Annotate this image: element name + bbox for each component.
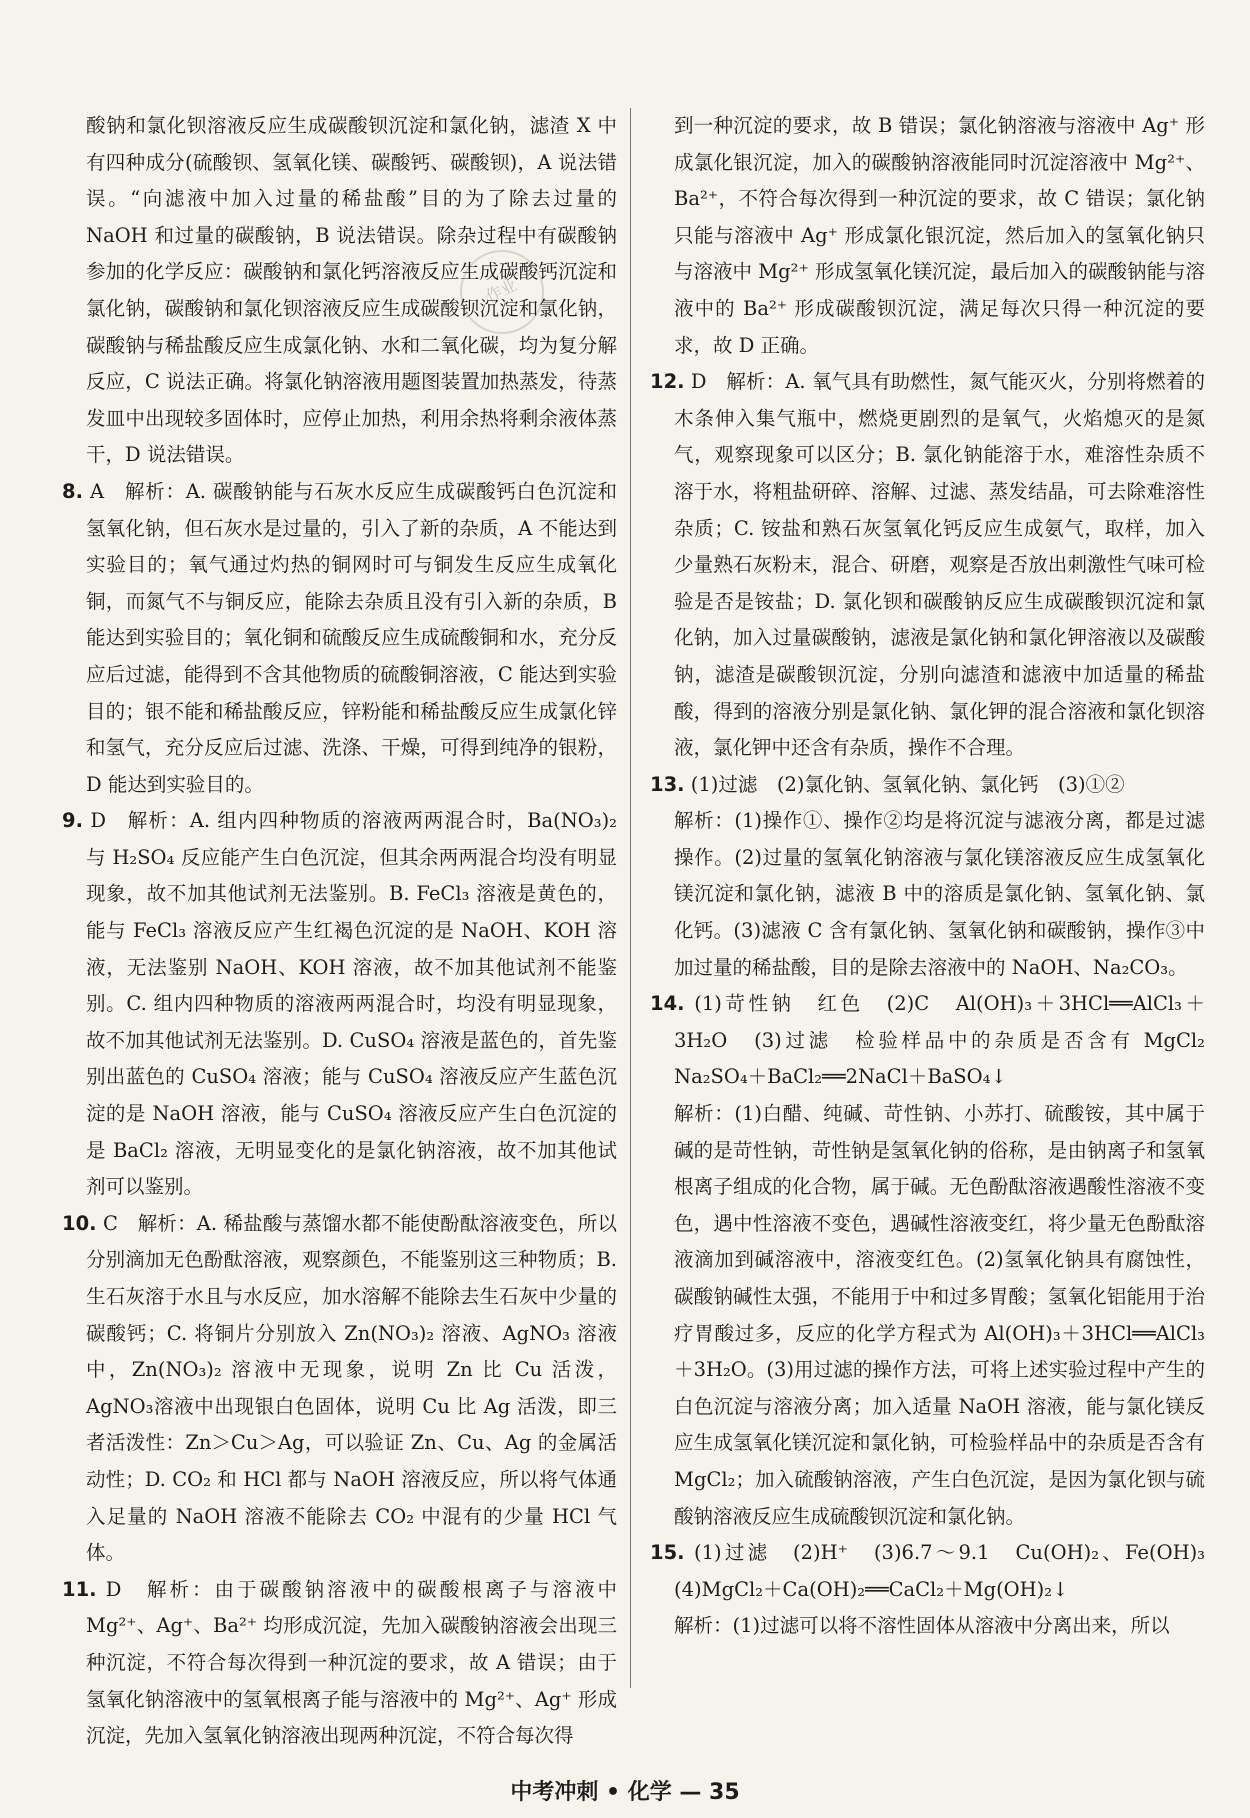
answer-8 (62, 474, 617, 803)
answer-text: (1)过滤 (2)H⁺ (3)6.7～9.1 Cu(OH)₂、Fe(OH)₃ (4)MgCl₂＋Ca(OH)₂══CaCl₂＋Mg(OH)₂↓ (674, 1541, 1225, 1601)
answer-text: (1)过滤 (2)氯化钠、氢氧化钠、氯化钙 (3)①② (690, 772, 1125, 796)
answer-text: C 解析：A. 稀盐酸与蒸馏水都不能使酚酞溶液变色，所以分别滴加无色酚酞溶液，观察颜色，不能鉴别这三种物质；B. 生石灰溶于水且与水反应，加水溶解不能除去生石灰中少量的碳酸钙；C. 将铜片分别放入 Zn(NO₃)₂ 溶液、AgNO₃ 溶液中，Zn(NO₃)₂ 溶液中无现象，说明 Zn 比 Cu 活泼，AgNO₃溶液中出现银白色固体，说明 Cu 比 Ag 活泼，即三者活泼性：Zn＞Cu＞Ag，可以验证 Zn、Cu、Ag 的金属活动性；D. CO₂ 和 HCl 都与 NaOH 溶液反应，所以将气体通入足量的 NaOH 溶液不能除去 CO₂ 中混有的少量 HCl 气体。 (86, 1211, 617, 1565)
answer-text: A 解析：A. 碳酸钠能与石灰水反应生成碳酸钙白色沉淀和氢氧化钠，但石灰水是过量的，引入了新的杂质，A 不能达到实验目的；氧气通过灼热的铜网时可与铜发生反应生成氧化铜，而氮气不与铜反应，能除去杂质且没有引入新的杂质，B 能达到实验目的；氧化铜和硫酸反应生成硫酸铜和水，充分反应后过滤，能得到不含其他物质的硫酸铜溶液，C 能达到实验目的；银不能和稀盐酸反应，锌粉能和稀盐酸反应生成氯化锌和氢气，充分反应后过滤、洗涤、干燥，可得到纯净的银粉，D 能达到实验目的。 (86, 479, 618, 796)
answer-11 (62, 1572, 617, 1755)
question-number: 14. (650, 992, 685, 1016)
answer-12 (650, 364, 1205, 767)
answer-text: (1)苛性钠 红色 (2)C Al(OH)₃＋3HCl══AlCl₃＋3H₂O (3)过滤 检验样品中的杂质是否含有 MgCl₂ Na₂SO₄＋BaCl₂══2NaCl＋BaSO₄↓ (674, 992, 1225, 1089)
answer-text: D 解析：由于碳酸钠溶液中的碳酸根离子与溶液中 Mg²⁺、Ag⁺、Ba²⁺ 均形成沉淀，先加入碳酸钠溶液会出现三种沉淀，不符合每次得到一种沉淀的要求，故 A 错误；由于氢氧化钠溶液中的氢氧根离子能与溶液中的 Mg²⁺、Ag⁺ 形成沉淀，先加入氢氧化钠溶液出现两种沉淀，不符合每次得 (86, 1577, 617, 1748)
question-number: 8. (62, 479, 83, 503)
question-number: 15. (650, 1541, 685, 1565)
answer-13 (650, 767, 1205, 804)
right-column (650, 108, 1225, 1645)
answer-11-continued: 到一种沉淀的要求，故 B 错误；氯化钠溶液与溶液中 Ag⁺ 形成氯化银沉淀，加入的碳酸钠溶液能同时沉淀溶液中 Mg²⁺、Ba²⁺，不符合每次得到一种沉淀的要求，故 C 错误；氯化钠只能与溶液中 Ag⁺ 形成氯化银沉淀，然后加入的氢氧化钠只与溶液中 Mg²⁺ 形成氢氧化镁沉淀，最后加入的碳酸钠能与溶液中的 Ba²⁺ 形成碳酸钡沉淀，满足每次只得一种沉淀的要求，故 D 正确。 (674, 114, 1205, 357)
question-number: 9. (62, 809, 83, 833)
answer-14-analysis: 解析：(1)白醋、纯碱、苛性钠、小苏打、硫酸铵，其中属于碱的是苛性钠，苛性钠是氢氧化钠的俗称，是由钠离子和氢氧根离子组成的化合物，属于碱。无色酚酞溶液遇酸性溶液不变色，遇中性溶液不变色，遇碱性溶液变红，将少量无色酚酞溶液滴加到碱溶液中，溶液变红色。(2)氢氧化钠具有腐蚀性，碳酸钠碱性太强，不能用于中和过多胃酸；氢氧化铝能用于治疗胃酸过多，反应的化学方程式为 Al(OH)₃＋3HCl══AlCl₃＋3H₂O。(3)用过滤的操作方法，可将上述实验过程中产生的白色沉淀与溶液分离；加入适量 NaOH 溶液，能与氯化镁反应生成氢氧化镁沉淀和氯化钠，可检验样品中的杂质是否含有 MgCl₂；加入硫酸钠溶液，产生白色沉淀，是因为氯化钡与硫酸钠溶液反应生成硫酸钡沉淀和氯化钠。 (674, 1102, 1205, 1528)
answer-14 (650, 986, 1225, 1096)
page-footer: 中考冲刺 • 化学 — 35 (510, 1780, 740, 1805)
answer-15-analysis: 解析：(1)过滤可以将不溶性固体从溶液中分离出来，所以 (674, 1614, 1170, 1638)
answer-7-continued: 酸钠和氯化钡溶液反应生成碳酸钡沉淀和氯化钠，滤渣 X 中有四种成分(硫酸钡、氢氧化镁、碳酸钙、碳酸钡)，A 说法错误。“向滤液中加入过量的稀盐酸”目的为了除去过量的 NaOH 和过量的碳酸钠，B 说法错误。除杂过程中有碳酸钠参加的化学反应：碳酸钠和氯化钙溶液反应生成碳酸钙沉淀和氯化钠，碳酸钠和氯化钡溶液反应生成碳酸钡沉淀和氯化钠，碳酸钠与稀盐酸反应生成氯化钠、水和二氧化碳，均为复分解反应，C 说法正确。将氯化钠溶液用题图装置加热蒸发，待蒸发皿中出现较多固体时，应停止加热，利用余热将剩余液体蒸干，D 说法错误。 (86, 114, 617, 467)
question-number: 11. (62, 1577, 97, 1601)
answer-9 (62, 803, 617, 1206)
answer-text: D 解析：A. 氧气具有助燃性，氮气能灭火，分别将燃着的木条伸入集气瓶中，燃烧更剧烈的是氧气，火焰熄灭的是氮气，观察现象可以区分；B. 氯化钠能溶于水，难溶性杂质不溶于水，将粗盐研碎、溶解、过滤、蒸发结晶，可去除难溶性杂质；C. 铵盐和熟石灰氢氧化钙反应生成氨气，取样，加入少量熟石灰粉末，混合、研磨，观察是否放出刺激性气味可检验是否是铵盐；D. 氯化钡和碳酸钠反应生成碳酸钡沉淀和氯化钠，加入过量碳酸钠，滤液是氯化钠和氯化钾溶液以及碳酸钠，滤渣是碳酸钡沉淀，分别向滤渣和滤液中加适量的稀盐酸，得到的溶液分别是氯化钠、氯化钾的混合溶液和氯化钡溶液，氯化钾中还含有杂质，操作不合理。 (674, 370, 1205, 760)
answer-15 (650, 1535, 1225, 1608)
stamp-mark: 作业 (446, 236, 558, 348)
answer-10 (62, 1206, 617, 1572)
left-column (62, 108, 617, 1755)
answer-13-analysis: 解析：(1)操作①、操作②均是将沉淀与滤液分离，都是过滤操作。(2)过量的氢氧化钠溶液与氯化镁溶液反应生成氢氧化镁沉淀和氯化钠，滤液 B 中的溶质是氯化钠、氢氧化钠、氯化钙。(3)滤液 C 含有氯化钠、氢氧化钠和碳酸钠，操作③中加过量的稀盐酸，目的是除去溶液中的 NaOH、Na₂CO₃。 (674, 809, 1205, 979)
column-divider (630, 108, 631, 1688)
answer-text: D 解析：A. 组内四种物质的溶液两两混合时，Ba(NO₃)₂ 与 H₂SO₄ 反应能产生白色沉淀，但其余两两混合均没有明显现象，故不加其他试剂无法鉴别。B. FeCl₃ 溶液是黄色的，能与 FeCl₃ 溶液反应产生红褐色沉淀的是 NaOH、KOH 溶液，无法鉴别 NaOH、KOH 溶液，故不加其他试剂不能鉴别。C. 组内四种物质的溶液两两混合时，均没有明显现象，故不加其他试剂无法鉴别。D. CuSO₄ 溶液是蓝色的，首先鉴别出蓝色的 CuSO₄ 溶液；能与 CuSO₄ 溶液反应产生蓝色沉淀的是 NaOH 溶液，能与 CuSO₄ 溶液反应产生白色沉淀的是 BaCl₂ 溶液，无明显变化的是氯化钠溶液，故不加其他试剂可以鉴别。 (86, 809, 618, 1199)
question-number: 10. (62, 1211, 97, 1235)
question-number: 12. (650, 370, 685, 394)
question-number: 13. (650, 772, 685, 796)
